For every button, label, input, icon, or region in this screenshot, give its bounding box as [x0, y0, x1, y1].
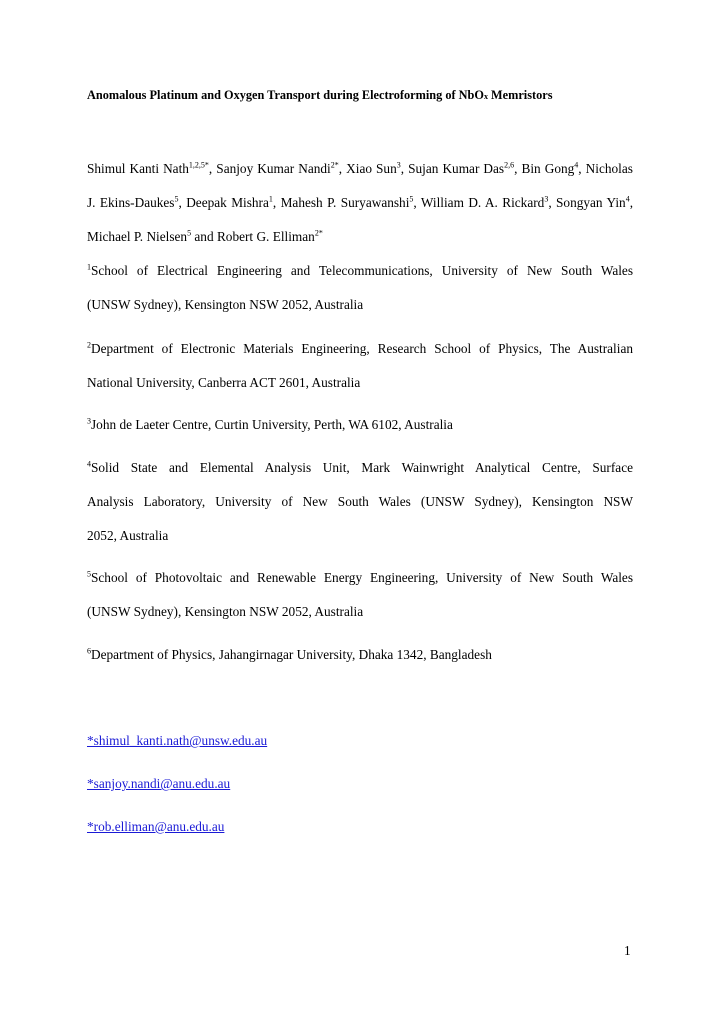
author-separator: ,: [338, 161, 347, 176]
affiliation-text: School of Photovoltaic and Renewable Energy Engineering, University of New South Wales: [91, 570, 633, 585]
author-separator: ,: [514, 161, 522, 176]
author-separator: ,: [208, 161, 217, 176]
affiliation-text: National University, Canberra ACT 2601, Australia: [87, 375, 361, 390]
affiliation-6: [87, 638, 633, 672]
author-separator: ,: [548, 195, 557, 210]
author-separator: ,: [178, 195, 187, 210]
author-affiliation-marker: 5: [174, 194, 179, 204]
author-list: [87, 152, 633, 254]
author-name: Sanjoy Kumar Nandi: [216, 161, 331, 176]
author-affiliation-marker: 5: [409, 194, 414, 204]
author-separator: ,: [578, 161, 586, 176]
author-name: Xiao Sun: [346, 161, 397, 176]
email-link-nath[interactable]: *shimul_kanti.nath@unsw.edu.au: [87, 733, 268, 748]
author-separator: and: [191, 229, 217, 244]
affiliation-text: Department of Physics, Jahangirnagar University, Dhaka 1342, Bangladesh: [91, 647, 492, 662]
author-name: Bin Gong: [521, 161, 575, 176]
affiliation-number: 3: [87, 416, 91, 426]
author-affiliation-marker: 2,6: [504, 160, 515, 170]
affiliation-number: 5: [87, 569, 91, 579]
author-name: Shimul Kanti Nath: [87, 161, 189, 176]
author-name: Michael P. Nielsen: [87, 229, 188, 244]
affiliation-5: [87, 561, 633, 629]
affiliation-text: John de Laeter Centre, Curtin University, Perth, WA 6102, Australia: [91, 417, 453, 432]
page-number: 1: [624, 943, 631, 958]
affiliation-text: Department of Electronic Materials Engineering, Research School of Physics, The Australian: [91, 341, 633, 356]
author-separator: ,: [272, 195, 281, 210]
author-affiliation-marker: 5: [187, 228, 192, 238]
author-separator: ,: [629, 195, 634, 210]
title-end: Memristors: [487, 88, 553, 102]
affiliation-1: [87, 254, 633, 322]
author-separator: ,: [413, 195, 421, 210]
author-name: Deepak Mishra: [186, 195, 269, 210]
affiliation-text: 2052, Australia: [87, 528, 169, 543]
author-name: William D. A. Rickard: [420, 195, 545, 210]
affiliation-text: Solid State and Elemental Analysis Unit, Mark Wainwright Analytical Centre, Surface: [91, 460, 633, 475]
author-name: Sujan Kumar Das: [408, 161, 505, 176]
affiliation-text: (UNSW Sydney), Kensington NSW 2052, Australia: [87, 297, 364, 312]
email-link-nandi[interactable]: *sanjoy.nandi@anu.edu.au: [87, 776, 231, 791]
paper-title: [87, 88, 647, 103]
affiliation-number: 4: [87, 459, 91, 469]
author-affiliation-marker: 2*: [314, 228, 323, 238]
author-affiliation-marker: 4: [574, 160, 579, 170]
author-name: Nicholas J. Ekins-Daukes: [87, 161, 633, 210]
affiliation-text: School of Electrical Engineering and Telecommunications, University of New South Wales: [91, 263, 633, 278]
affiliation-4: [87, 451, 633, 553]
affiliation-3: [87, 408, 633, 442]
author-name: Songyan Yin: [556, 195, 626, 210]
author-affiliation-marker: 3: [396, 160, 401, 170]
title-subscript: x: [483, 92, 488, 101]
affiliation-text: Analysis Laboratory, University of New South Wales (UNSW Sydney), Kensington NSW: [87, 494, 633, 509]
affiliation-text: (UNSW Sydney), Kensington NSW 2052, Australia: [87, 604, 364, 619]
author-affiliation-marker: 1,2,5*: [188, 160, 209, 170]
author-affiliation-marker: 4: [625, 194, 630, 204]
author-name: Mahesh P. Suryawanshi: [280, 195, 410, 210]
author-affiliation-marker: 2*: [330, 160, 339, 170]
author-name: Robert G. Elliman: [216, 229, 315, 244]
affiliation-number: 6: [87, 646, 91, 656]
author-separator: ,: [400, 161, 409, 176]
email-link-elliman[interactable]: *rob.elliman@anu.edu.au: [87, 819, 225, 834]
title-text: Anomalous Platinum and Oxygen Transport during Electroforming of NbO: [87, 88, 484, 102]
affiliation-number: 2: [87, 340, 91, 350]
author-affiliation-marker: 1: [268, 194, 273, 204]
author-affiliation-marker: 3: [544, 194, 549, 204]
affiliation-number: 1: [87, 262, 91, 272]
affiliation-2: [87, 332, 633, 400]
